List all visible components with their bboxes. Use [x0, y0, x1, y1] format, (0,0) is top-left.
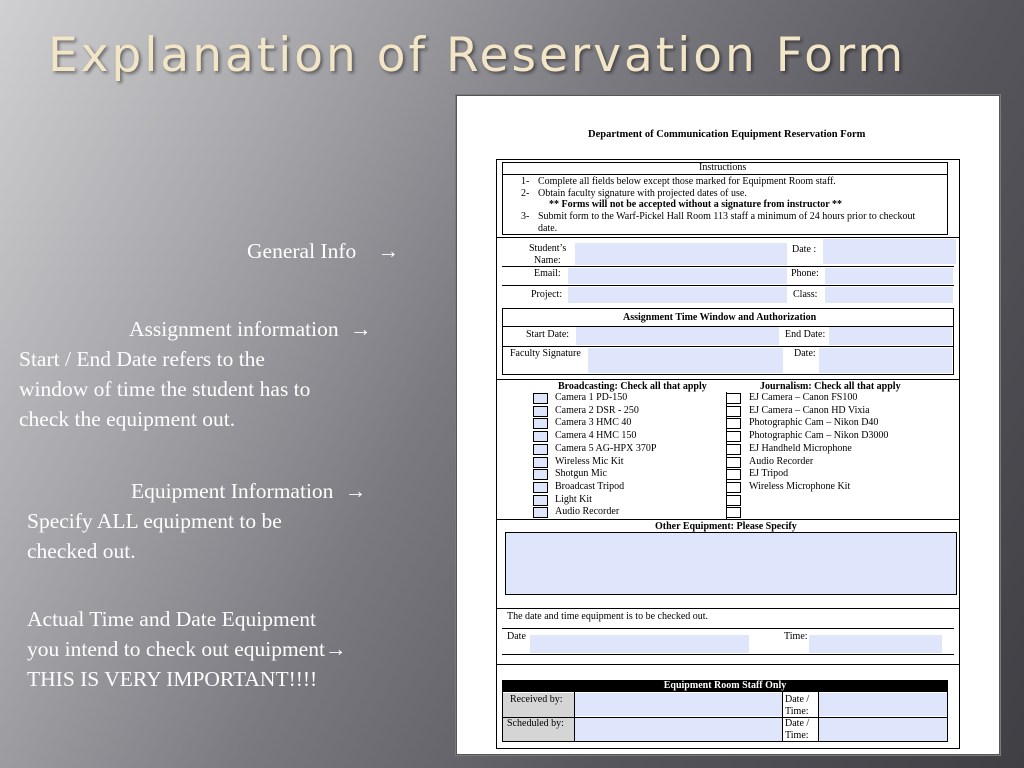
staff-only-heading: Equipment Room Staff Only	[663, 680, 787, 691]
journalism-checkbox[interactable]	[726, 457, 741, 468]
broadcasting-checkbox[interactable]	[533, 482, 548, 493]
instruction-num-3: 3-	[521, 211, 530, 222]
broadcasting-item-label: Broadcast Tripod	[555, 480, 625, 492]
received-by-label: Received by:	[510, 694, 563, 705]
journalism-item-label: EJ Camera – Canon HD Vixia	[749, 404, 870, 416]
broadcasting-checkbox[interactable]	[533, 457, 548, 468]
received-date-time-field[interactable]	[819, 693, 947, 716]
journalism-item-label: EJ Handheld Microphone	[749, 442, 852, 454]
received-by-field[interactable]	[575, 693, 782, 716]
equipment-info-label: Equipment Information	[131, 479, 334, 503]
received-time-label: Time:	[785, 706, 809, 717]
email-field[interactable]	[568, 268, 787, 284]
broadcasting-item-label: Shotgun Mic	[555, 468, 607, 480]
divider	[496, 608, 960, 609]
checkout-instruction: The date and time equipment is to be checked out.	[507, 611, 709, 622]
assignment-info-label: Assignment information	[129, 317, 339, 341]
project-field[interactable]	[568, 287, 787, 303]
end-date-field[interactable]	[829, 327, 952, 345]
journalism-item-label: Audio Recorder	[749, 455, 814, 467]
equipment-info-line-2: checked out.	[27, 539, 136, 563]
broadcasting-item-label: Wireless Mic Kit	[555, 455, 624, 467]
checkout-date-field[interactable]	[530, 635, 749, 653]
broadcasting-checkbox[interactable]	[533, 495, 548, 506]
broadcasting-item-label: Camera 5 AG-HPX 370P	[555, 442, 657, 454]
scheduled-time-label: Time:	[785, 730, 809, 741]
journalism-item-label: EJ Tripod	[749, 468, 789, 480]
assignment-info-line-3: check the equipment out.	[19, 407, 236, 431]
assignment-date-label: Date:	[794, 348, 816, 359]
journalism-checkbox[interactable]	[726, 431, 741, 442]
scheduled-date-time-field[interactable]	[819, 718, 947, 741]
instruction-text-1: Complete all fields below except those marked for Equipment Room staff.	[538, 176, 836, 187]
phone-label: Phone:	[791, 268, 819, 279]
general-info-note	[247, 236, 399, 266]
broadcasting-item-label: Camera 2 DSR - 250	[555, 404, 639, 416]
journalism-checkbox[interactable]	[726, 507, 741, 518]
instruction-text-3: Submit form to the Warf-Pickel Hall Room 113 staff a minimum of 24 hours prior to checkout	[538, 211, 916, 222]
instructions-heading: Instructions	[699, 162, 747, 173]
other-equipment-heading: Other Equipment: Please Specify	[655, 521, 797, 532]
project-label: Project:	[531, 289, 563, 300]
received-date-label: Date /	[785, 694, 810, 705]
divider	[502, 628, 954, 629]
instruction-num-1: 1-	[521, 176, 530, 187]
journalism-checkbox[interactable]	[726, 495, 741, 506]
faculty-signature-label: Faculty Signature	[510, 348, 581, 359]
divider	[502, 285, 954, 286]
divider	[818, 692, 819, 742]
journalism-checkbox[interactable]	[726, 418, 741, 429]
broadcasting-checkbox[interactable]	[533, 444, 548, 455]
other-equipment-field[interactable]	[505, 532, 957, 595]
broadcasting-item-label: Audio Recorder	[555, 506, 620, 518]
start-date-label: Start Date:	[526, 329, 570, 340]
actual-time-line-2-text: you intend to check out equipment	[27, 637, 325, 661]
assignment-info-heading	[129, 314, 371, 344]
instruction-warning: ** Forms will not be accepted without a signature from instructor **	[549, 199, 843, 210]
actual-time-line-2	[27, 634, 346, 664]
student-name-field[interactable]	[575, 243, 787, 265]
equipment-info-heading	[131, 476, 366, 506]
broadcasting-item-label: Camera 3 HMC 40	[555, 417, 632, 429]
assignment-date-field[interactable]	[819, 348, 952, 373]
form-title: Department of Communication Equipment Reservation Form	[588, 129, 866, 140]
right-arrow-icon: →	[349, 317, 372, 341]
journalism-item-label: Photographic Cam – Nikon D3000	[749, 430, 889, 442]
divider	[502, 174, 948, 175]
divider	[496, 664, 960, 665]
phone-field[interactable]	[825, 268, 953, 284]
divider	[502, 346, 954, 347]
actual-time-line-1: Actual Time and Date Equipment	[27, 607, 317, 631]
broadcasting-checkbox[interactable]	[533, 431, 548, 442]
start-date-field[interactable]	[576, 327, 779, 345]
broadcasting-item-label: Light Kit	[555, 493, 592, 505]
class-label: Class:	[793, 289, 818, 300]
divider	[496, 237, 960, 238]
broadcasting-checkbox[interactable]	[533, 469, 548, 480]
instruction-text-2: Obtain faculty signature with projected dates of use.	[538, 188, 747, 199]
student-name-label-1: Student’s	[529, 243, 567, 254]
divider	[574, 692, 575, 742]
assignment-info-line-1: Start / End Date refers to the	[19, 347, 265, 371]
broadcasting-item-label: Camera 4 HMC 150	[555, 430, 637, 442]
checkout-time-label: Time:	[784, 631, 808, 642]
date-label: Date :	[792, 244, 817, 255]
right-arrow-icon: →	[344, 479, 367, 503]
journalism-item-label: Photographic Cam – Nikon D40	[749, 417, 879, 429]
broadcasting-heading: Broadcasting: Check all that apply	[558, 381, 707, 392]
scheduled-by-field[interactable]	[575, 718, 782, 741]
broadcasting-checkbox[interactable]	[533, 406, 548, 417]
broadcasting-checkbox[interactable]	[533, 393, 548, 404]
divider	[496, 519, 960, 520]
journalism-checkbox[interactable]	[726, 482, 741, 493]
divider	[782, 692, 783, 742]
faculty-signature-field[interactable]	[588, 348, 783, 373]
equipment-info-line-1: Specify ALL equipment to be	[27, 509, 282, 533]
assignment-heading: Assignment Time Window and Authorization	[623, 312, 817, 323]
journalism-heading: Journalism: Check all that apply	[760, 381, 901, 392]
scheduled-by-label: Scheduled by:	[507, 718, 564, 729]
journalism-item-label: EJ Camera – Canon FS100	[749, 392, 858, 403]
right-arrow-icon: →	[324, 637, 347, 661]
broadcasting-item-label: Camera 1 PD-150	[555, 392, 628, 403]
instruction-num-2: 2-	[521, 188, 530, 199]
broadcasting-checkbox[interactable]	[533, 418, 548, 429]
end-date-label: End Date:	[785, 329, 826, 340]
instruction-text-3b: date.	[538, 223, 558, 234]
reservation-form-sheet	[456, 95, 1000, 755]
divider	[502, 654, 954, 655]
journalism-checkbox[interactable]	[726, 444, 741, 455]
journalism-checkbox[interactable]	[726, 469, 741, 480]
general-info-label: General Info	[247, 239, 357, 263]
journalism-checkbox[interactable]	[726, 393, 741, 404]
divider	[502, 266, 954, 267]
checkout-date-label: Date	[507, 631, 526, 642]
slide-title: Explanation of Reservation Form	[48, 28, 907, 83]
assignment-info-line-2: window of time the student has to	[19, 377, 311, 401]
journalism-checkbox[interactable]	[726, 406, 741, 417]
class-field[interactable]	[825, 287, 953, 303]
broadcasting-checkbox[interactable]	[533, 507, 548, 518]
journalism-item-label: Wireless Microphone Kit	[749, 480, 851, 492]
scheduled-date-label: Date /	[785, 718, 810, 729]
email-label: Email:	[534, 268, 561, 279]
divider	[496, 379, 960, 380]
student-name-label-2: Name:	[534, 255, 561, 266]
checkout-time-field[interactable]	[809, 635, 942, 653]
right-arrow-icon: →	[377, 239, 400, 263]
date-field[interactable]	[823, 239, 956, 264]
actual-time-line-3: THIS IS VERY IMPORTANT!!!!	[27, 667, 318, 691]
